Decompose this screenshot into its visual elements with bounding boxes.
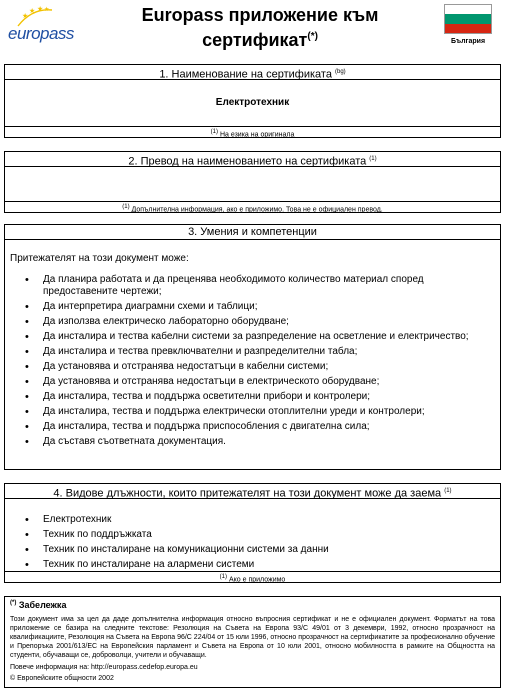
section-occupations xyxy=(4,483,501,583)
list-item: • Техник по инсталиране на алармени системи xyxy=(25,559,500,571)
section-heading: 2. Превод на наименованието на сертификата $^{(1)}$ xyxy=(5,152,500,167)
country-label: България xyxy=(450,38,486,45)
title-marker: (*) xyxy=(307,31,318,42)
list-item: • Да използва електрическо лабораторно оборудване; xyxy=(25,316,500,328)
section-note: $^{(1)}$ На езика на оригинала xyxy=(5,126,500,137)
bulgaria-flag-icon xyxy=(444,4,492,34)
remark-title: (*) Забележка xyxy=(10,600,67,610)
section-note: $^{(1)}$ Допълнителна информация, ако е приложимо. Това не е официален превод. xyxy=(5,201,500,212)
list-item: • Да инсталира, тества и поддържа осветителни прибори и контролери; xyxy=(25,391,500,403)
skills-list xyxy=(25,274,500,448)
occupations-list xyxy=(25,514,500,571)
list-item: • Да установява и отстранява недостатъци в кабелни системи; xyxy=(25,361,500,373)
flag-stripe-white xyxy=(445,5,491,14)
flag-stripe-green xyxy=(445,14,491,23)
more-info-link[interactable]: Повече информация на: http://europass.cedefop.europa.eu xyxy=(10,664,198,671)
document-header xyxy=(0,0,507,58)
list-item: • Да съставя съответната документация. xyxy=(25,436,500,448)
remark-text: Този документ има за цел да даде допълнителна информация относно въпросния сертификат и не е официален документ. Форматът на това приложение се базира на следните текстове: Резолюция на Съвета на Европа 93/C 49/01 от 3 декември, 1992, относно прозрачност на квалификациите, Резолюция на Съвета на Европа 96/C 224/04 от 15 юли 1996, относно прозрачност на сертификатите за професионално обучение и Препоръка 2001/613/EC на Европейския парламент и Съвета на Европа от 10 юли 2001, относно мобилността в рамките на Общността на студенти, обучаващи се, доброволци, учители и обучаващи. xyxy=(10,616,495,659)
list-item: • Да инсталира, тества и поддържа приспособления с двигателна сила; xyxy=(25,421,500,433)
document-title xyxy=(110,4,410,51)
list-item: • Да установява и отстранява недостатъци в електрическото оборудване; xyxy=(25,376,500,388)
svg-text:★: ★ xyxy=(22,13,29,20)
flag-stripe-red xyxy=(445,24,491,33)
svg-text:★: ★ xyxy=(44,7,50,13)
section-heading: 3. Умения и компетенции xyxy=(5,225,500,240)
list-item: • Да планира работата и да преценява необходимото количество материал според предоставените чертежи; xyxy=(25,274,500,298)
section-heading: 1. Наименование на сертификата $^{(bg)}$ xyxy=(5,65,500,80)
section-heading: 4. Видове длъжности, които притежателят на този документ може да заема $^{(1)}$ xyxy=(5,484,500,499)
section-certificate-title xyxy=(4,64,501,138)
list-item: • Да инсталира и тества превключвателни и разпределителни табла; xyxy=(25,346,500,358)
svg-text:★: ★ xyxy=(37,6,44,13)
list-item: • Да инсталира и тества кабелни системи за разпределение на осветление и електричество; xyxy=(25,331,500,343)
list-item: • Техник по поддръжката xyxy=(25,529,500,541)
copyright: © Европейските общности 2002 xyxy=(10,675,114,682)
certificate-name: Електротехник xyxy=(215,97,290,108)
list-item: • Да инсталира, тества и поддържа електрически отоплителни уреди и контролери; xyxy=(25,406,500,418)
skills-intro: Притежателят на този документ може: xyxy=(10,253,189,264)
europass-logo xyxy=(6,4,76,50)
section-title-translation xyxy=(4,151,501,213)
list-item: • Техник по инсталиране на комуникационни системи за данни xyxy=(25,544,500,556)
title-line-2: сертификат(*) xyxy=(202,30,318,50)
list-item: • Електротехник xyxy=(25,514,500,526)
list-item: • Да интерпретира диаграмни схеми и таблици; xyxy=(25,301,500,313)
logo-text: europass xyxy=(8,24,74,43)
remark-box xyxy=(4,596,501,688)
title-line-1: Europass приложение към xyxy=(141,5,379,25)
section-note: $^{(1)}$ Ако е приложимо xyxy=(5,571,500,582)
svg-text:★: ★ xyxy=(29,8,36,15)
section-skills xyxy=(4,224,501,470)
